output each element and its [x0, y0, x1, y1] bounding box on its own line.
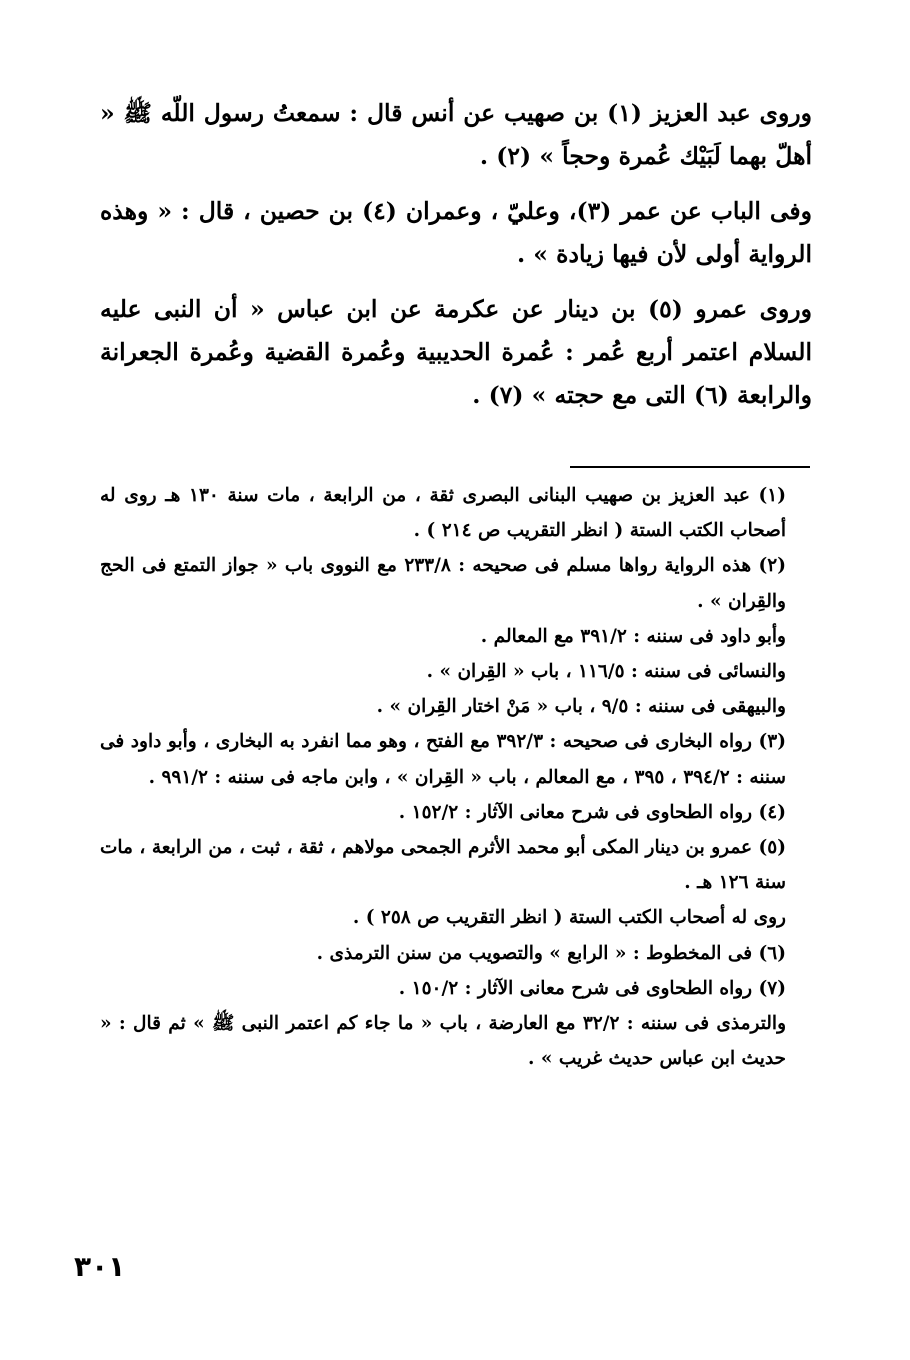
main-paragraph: وفى الباب عن عمر (٣)، وعليّ ، وعمران (٤) بن حصين ، قال : « وهذه الرواية أولى لأن فيها زيادة » . — [100, 197, 813, 268]
footnote: روى له أصحاب الكتب الستة ( انظر التقريب ص ٢٥٨ ) . — [352, 907, 786, 929]
main-paragraph: وروى عمرو (٥) بن دينار عن عكرمة عن ابن عباس « أن النبى عليه السلام اعتمر أربع عُمر : عُمرة الحديبية وعُمرة القضية وعُمرة الجعرانة والرابعة (٦) التى مع حجته » (٧) . — [100, 295, 813, 409]
main-text — [100, 92, 812, 429]
page-number: ٣٠١ — [74, 1250, 126, 1283]
footnote: (٧) رواه الطحاوى فى شرح معانى الآثار : ١٥٠/٢ . — [398, 977, 786, 999]
footnote-divider — [570, 466, 810, 468]
footnote: (٤) رواه الطحاوى فى شرح معانى الآثار : ١٥٢/٢ . — [398, 801, 786, 823]
footnote: والترمذى فى سننه : ٣٢/٢ مع العارضة ، باب « ما جاء كم اعتمر النبى ﷺ » ثم قال : « حديث ابن عباس حديث غريب » . — [100, 1013, 787, 1070]
footnote: (٢) هذه الرواية رواها مسلم فى صحيحه : ٢٣٣/٨ مع النووى باب « جواز التمتع فى الحج والقِران » . — [100, 555, 786, 612]
footnote: (١) عبد العزيز بن صهيب البنانى البصرى ثقة ، من الرابعة ، مات سنة ١٣٠ هـ روى له أصحاب الكتب الستة ( انظر التقريب ص ٢١٤ ) . — [100, 485, 786, 542]
main-paragraph: وروى عبد العزيز (١) بن صهيب عن أنس قال : سمعتُ رسول اللّه ﷺ « أهلّ بهما لَبَيْك عُمرة وحجاً » (٢) . — [100, 99, 812, 170]
footnote: والبيهقى فى سننه : ٩/٥ ، باب « مَنْ اختار القِران » . — [376, 696, 786, 718]
footnote: وأبو داود فى سننه : ٣٩١/٢ مع المعالم . — [480, 625, 786, 647]
footnote: (٣) رواه البخارى فى صحيحه : ٣٩٢/٣ مع الفتح ، وهو مما انفرد به البخارى ، وأبو داود فى سننه : ٣٩٤/٢ ، ٣٩٥ ، مع المعالم ، باب « القِران » ، وابن ماجه فى سننه : ٩٩١/٢ . — [100, 731, 786, 788]
footnote: (٥) عمرو بن دينار المكى أبو محمد الأثرم الجمحى مولاهم ، ثقة ، ثبت ، من الرابعة ، مات سنة ١٢٦ هـ . — [100, 837, 786, 894]
footnote: (٦) فى المخطوط : « الرابع » والتصويب من سنن الترمذى . — [316, 942, 786, 964]
footnote: والنسائى فى سننه : ١١٦/٥ ، باب « القِران » . — [426, 661, 786, 683]
footnotes — [100, 478, 812, 1076]
